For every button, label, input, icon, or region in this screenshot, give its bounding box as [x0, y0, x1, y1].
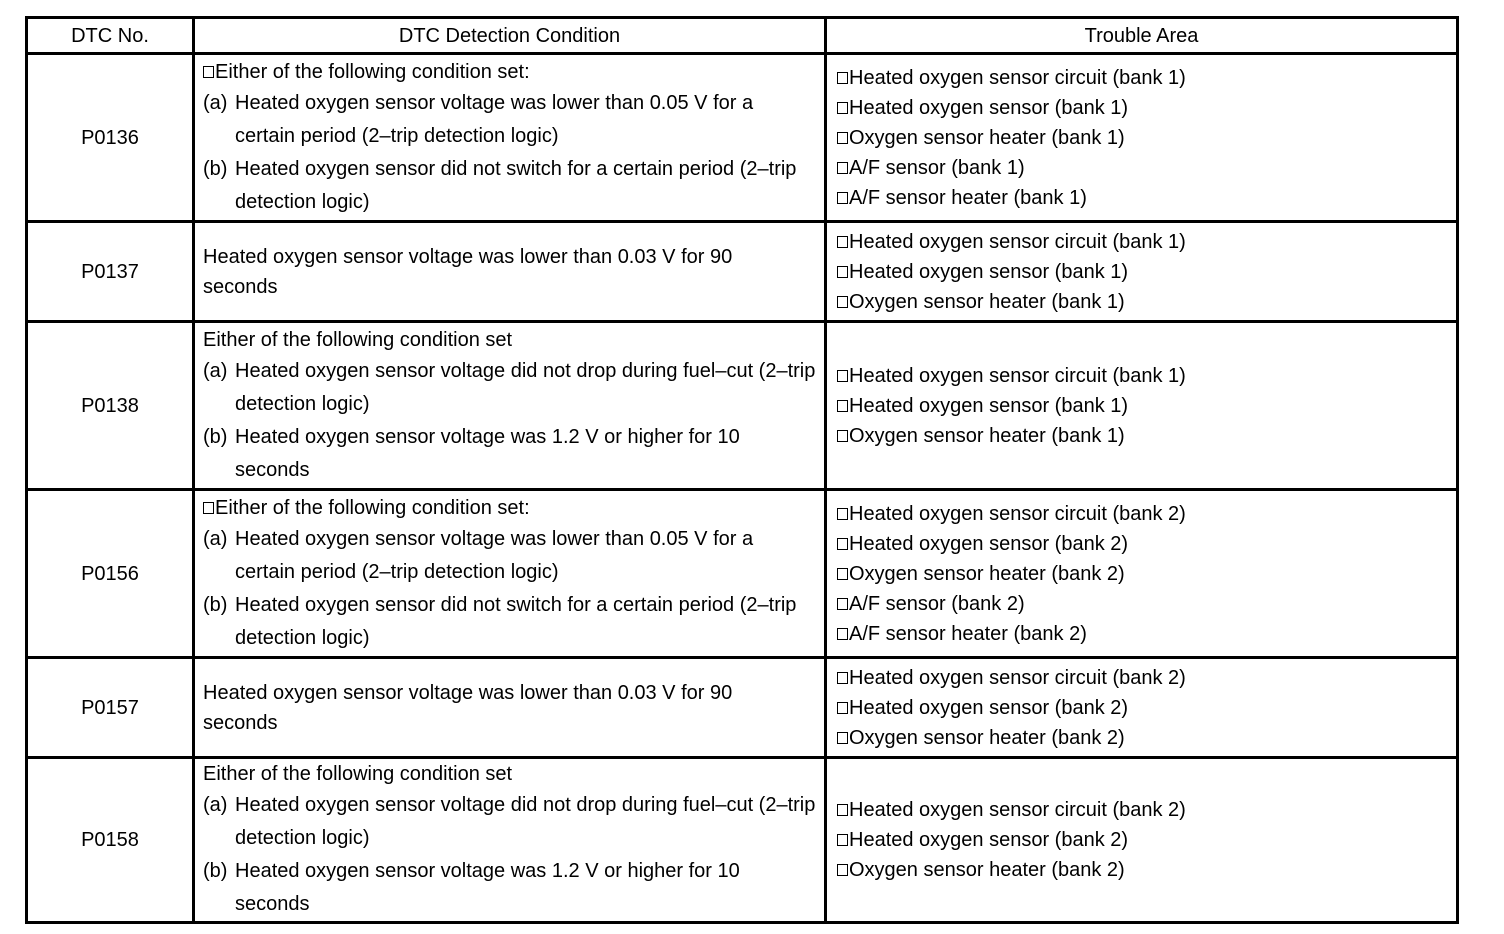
list-item: Heated oxygen sensor (bank 2) — [837, 693, 1456, 723]
condition-item: (a) Heated oxygen sensor voltage did not drop during fuel–cut (2–trip detection logic) — [203, 794, 816, 849]
trouble-area-cell — [826, 322, 1458, 490]
condition-cell — [194, 658, 826, 758]
condition-text: Heated oxygen sensor voltage was lower than 0.03 V for 90 — [203, 245, 733, 268]
trouble-area-cell — [826, 54, 1458, 222]
table-row — [27, 222, 1458, 322]
condition-item: (a) Heated oxygen sensor voltage was lower than 0.05 V for a certain period (2–trip detection logic) — [203, 91, 754, 147]
header-area: Trouble Area — [826, 18, 1458, 54]
checkbox-icon — [837, 834, 848, 846]
list-item: Oxygen sensor heater (bank 2) — [837, 723, 1456, 753]
list-item: Oxygen sensor heater (bank 1) — [837, 421, 1456, 451]
list-item: Oxygen sensor heater (bank 2) — [837, 855, 1456, 885]
list-item: A/F sensor (bank 1) — [837, 153, 1456, 183]
condition-item: (a) Heated oxygen sensor voltage was lower than 0.05 V for a certain period (2–trip detection logic) — [203, 527, 754, 583]
list-item: Heated oxygen sensor circuit (bank 2) — [837, 499, 1456, 529]
table-row — [27, 322, 1458, 490]
checkbox-icon — [837, 72, 848, 84]
checkbox-icon — [837, 568, 848, 580]
condition-item: (b) Heated oxygen sensor did not switch for a certain period (2–trip detection logic) — [203, 157, 797, 213]
condition-intro: Either of the following condition set: — [203, 57, 818, 87]
list-item: Heated oxygen sensor circuit (bank 2) — [837, 663, 1456, 693]
list-item: Heated oxygen sensor (bank 2) — [837, 529, 1456, 559]
checkbox-icon — [837, 804, 848, 816]
checkbox-icon — [837, 538, 848, 550]
dtc-code: P0138 — [27, 322, 194, 490]
dtc-code: P0157 — [27, 658, 194, 758]
list-item: Heated oxygen sensor circuit (bank 1) — [837, 361, 1456, 391]
checkbox-icon — [837, 598, 848, 610]
list-item: A/F sensor heater (bank 1) — [837, 183, 1456, 213]
condition-item: (b) Heated oxygen sensor voltage was 1.2 V or higher for 10 seconds — [203, 860, 740, 915]
checkbox-icon — [837, 236, 848, 248]
trouble-area-cell — [826, 490, 1458, 658]
condition-text: seconds — [203, 711, 278, 734]
checkbox-icon — [203, 502, 214, 514]
list-item: A/F sensor heater (bank 2) — [837, 619, 1456, 649]
list-item: Heated oxygen sensor (bank 1) — [837, 93, 1456, 123]
checkbox-icon — [837, 430, 848, 442]
list-item: Heated oxygen sensor (bank 1) — [837, 257, 1456, 287]
condition-intro: Either of the following condition set: — [203, 493, 818, 523]
condition-intro: Either of the following condition set — [203, 328, 513, 351]
list-item: Heated oxygen sensor (bank 2) — [837, 825, 1456, 855]
list-item: Heated oxygen sensor circuit (bank 1) — [837, 227, 1456, 257]
checkbox-icon — [837, 266, 848, 278]
header-row — [27, 18, 1458, 54]
checkbox-icon — [837, 102, 848, 114]
checkbox-icon — [837, 400, 848, 412]
checkbox-icon — [837, 732, 848, 744]
table-row — [27, 658, 1458, 758]
dtc-code: P0158 — [27, 758, 194, 923]
checkbox-icon — [837, 192, 848, 204]
checkbox-icon — [837, 132, 848, 144]
condition-cell — [194, 322, 826, 490]
condition-cell — [194, 758, 826, 923]
condition-item: (b) Heated oxygen sensor voltage was 1.2 V or higher for 10 seconds — [203, 425, 740, 481]
table-row — [27, 490, 1458, 658]
checkbox-icon — [203, 66, 214, 78]
list-item: Oxygen sensor heater (bank 1) — [837, 123, 1456, 153]
dtc-table — [25, 16, 1459, 924]
checkbox-icon — [837, 370, 848, 382]
list-item: A/F sensor (bank 2) — [837, 589, 1456, 619]
condition-cell — [194, 222, 826, 322]
table-row — [27, 54, 1458, 222]
checkbox-icon — [837, 702, 848, 714]
checkbox-icon — [837, 628, 848, 640]
checkbox-icon — [837, 508, 848, 520]
list-item: Heated oxygen sensor (bank 1) — [837, 391, 1456, 421]
header-condition: DTC Detection Condition — [194, 18, 826, 54]
checkbox-icon — [837, 672, 848, 684]
trouble-area-cell — [826, 658, 1458, 758]
condition-intro: Either of the following condition set — [203, 763, 513, 785]
checkbox-icon — [837, 864, 848, 876]
trouble-area-cell — [826, 758, 1458, 923]
list-item: Heated oxygen sensor circuit (bank 2) — [837, 795, 1456, 825]
table-row — [27, 758, 1458, 923]
checkbox-icon — [837, 162, 848, 174]
condition-cell — [194, 54, 826, 222]
condition-text: seconds — [203, 275, 278, 298]
dtc-code: P0136 — [27, 54, 194, 222]
condition-text: Heated oxygen sensor voltage was lower than 0.03 V for 90 — [203, 681, 733, 704]
list-item: Oxygen sensor heater (bank 2) — [837, 559, 1456, 589]
list-item: Heated oxygen sensor circuit (bank 1) — [837, 63, 1456, 93]
trouble-area-cell — [826, 222, 1458, 322]
dtc-code: P0156 — [27, 490, 194, 658]
checkbox-icon — [837, 296, 848, 308]
condition-item: (b) Heated oxygen sensor did not switch for a certain period (2–trip detection logic) — [203, 593, 797, 649]
condition-cell — [194, 490, 826, 658]
header-dtc: DTC No. — [27, 18, 194, 54]
condition-item: (a) Heated oxygen sensor voltage did not drop during fuel–cut (2–trip detection logic) — [203, 359, 816, 415]
dtc-code: P0137 — [27, 222, 194, 322]
list-item: Oxygen sensor heater (bank 1) — [837, 287, 1456, 317]
